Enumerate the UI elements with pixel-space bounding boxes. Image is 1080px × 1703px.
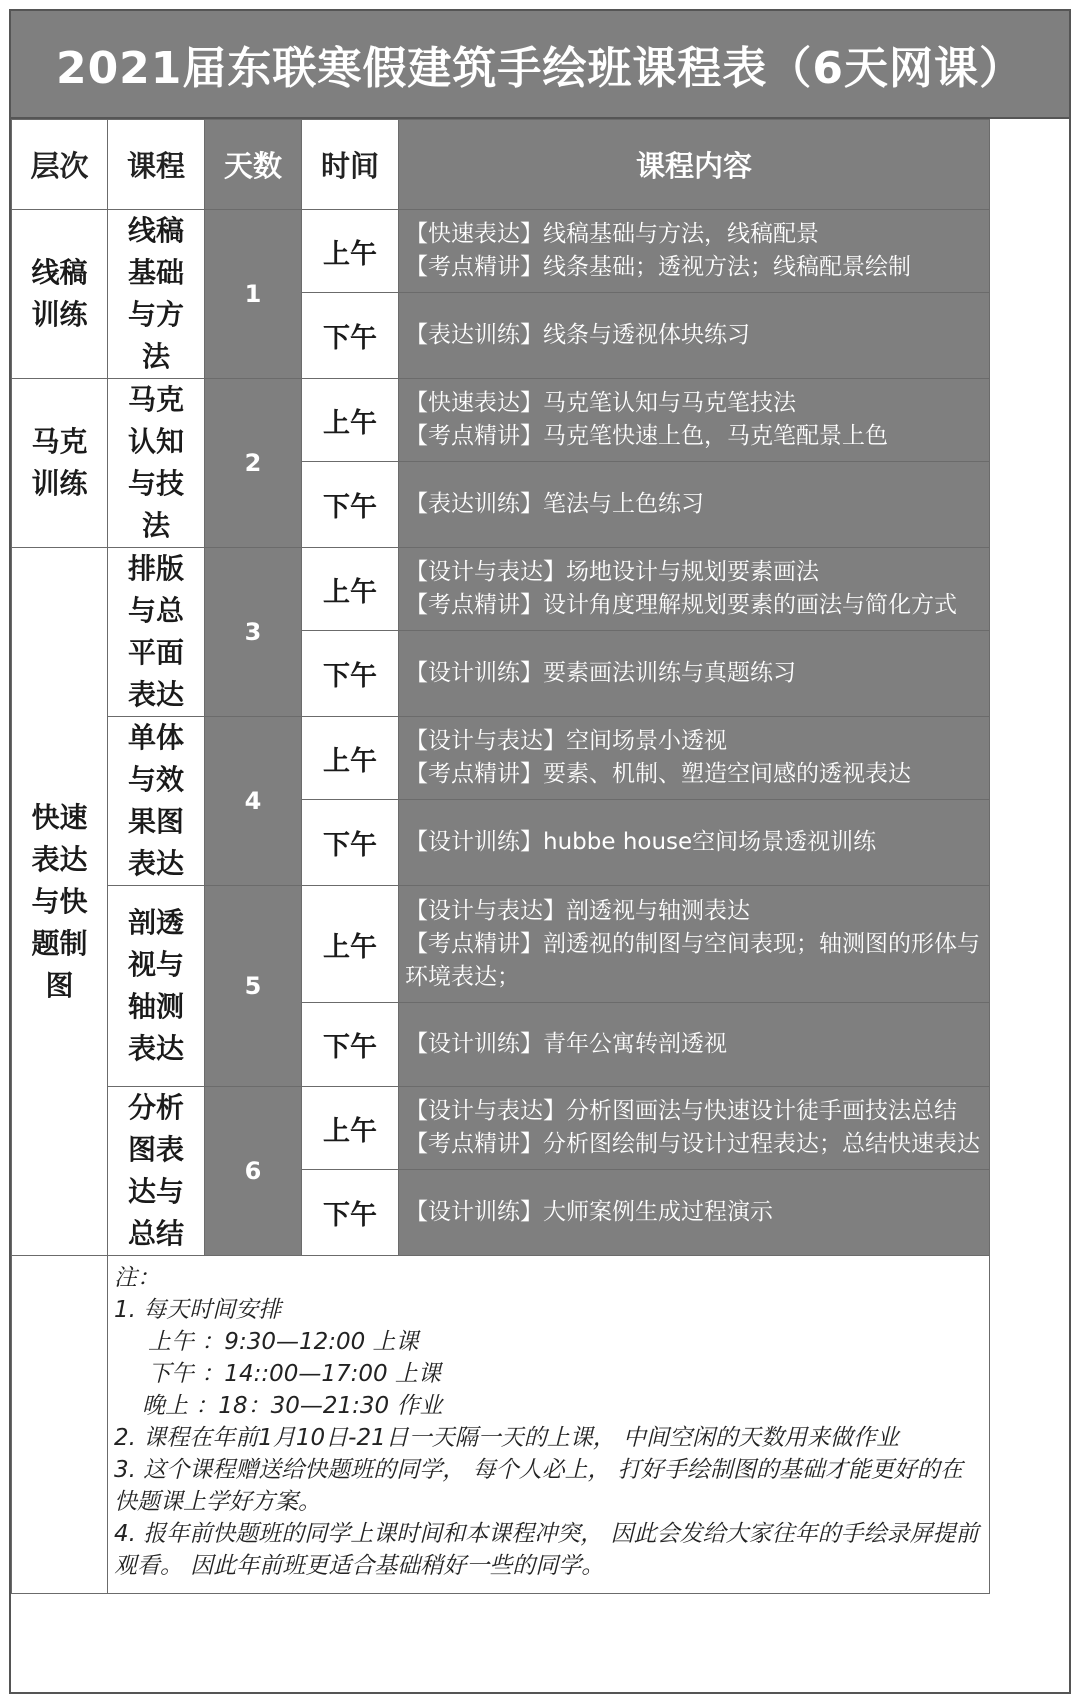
day-cell: 3 <box>205 548 302 717</box>
content-cell <box>399 293 990 379</box>
time-pm-cell: 下午 <box>302 631 399 717</box>
time-pm-cell: 下午 <box>302 462 399 548</box>
day-cell: 1 <box>205 210 302 379</box>
note-time-am: 上午 ：9:30—12:00 上课 <box>148 1329 419 1355</box>
content-cell <box>399 379 990 462</box>
table-row <box>12 717 990 800</box>
content-line: 【快速表达】马克笔认知与马克笔技法 <box>405 390 796 417</box>
content-line: 【设计训练】要素画法训练与真题练习 <box>405 660 796 687</box>
content-cell <box>399 548 990 631</box>
table-row <box>12 379 990 462</box>
content-line: 【设计训练】青年公寓转剖透视 <box>405 1031 727 1057</box>
notes-label: 注： <box>114 1265 160 1291</box>
content-cell <box>399 462 990 548</box>
time-am-cell: 上午 <box>302 379 399 462</box>
course-cell: 线稿基础与方法 <box>108 210 205 379</box>
level-cell: 线稿训练 <box>12 210 108 379</box>
content-cell <box>399 1003 990 1087</box>
schedule-title: 2021届东联寒假建筑手绘班课程表（6天网课） <box>11 11 1069 119</box>
content-line: 【设计训练】hubbe house空间场景透视训练 <box>405 829 877 856</box>
time-am-cell: 上午 <box>302 886 399 1003</box>
notes-cell <box>108 1256 990 1594</box>
time-pm-cell: 下午 <box>302 1003 399 1087</box>
content-line: 【设计训练】大师案例生成过程演示 <box>405 1199 773 1226</box>
content-line: 【快速表达】线稿基础与方法，线稿配景 <box>405 221 819 248</box>
content-line: 【表达训练】线条与透视体块练习 <box>405 322 750 349</box>
notes-blank-cell <box>12 1256 108 1594</box>
day-cell: 5 <box>205 886 302 1087</box>
header-content: 课程内容 <box>399 120 990 210</box>
course-cell: 剖透视与轴测表达 <box>108 886 205 1087</box>
notes-row <box>12 1256 990 1594</box>
header-row <box>12 120 990 210</box>
header-time: 时间 <box>302 120 399 210</box>
course-cell: 单体与效果图表达 <box>108 717 205 886</box>
day-cell: 2 <box>205 379 302 548</box>
content-cell <box>399 800 990 886</box>
content-line: 【考点精讲】要素、机制、塑造空间感的透视表达 <box>405 761 911 788</box>
time-pm-cell: 下午 <box>302 800 399 886</box>
content-line: 【考点精讲】线条基础；透视方法；线稿配景绘制 <box>405 254 911 281</box>
content-line: 【设计与表达】剖透视与轴测表达 <box>405 897 750 924</box>
content-cell <box>399 210 990 293</box>
time-am-cell: 上午 <box>302 717 399 800</box>
note-time-evening: 晚上 ：18：30—21:30 作业 <box>142 1393 443 1419</box>
header-days: 天数 <box>205 120 302 210</box>
content-cell <box>399 1087 990 1170</box>
content-line: 【设计与表达】分析图画法与快速设计徒手画技法总结 <box>405 1098 957 1125</box>
table-row <box>12 1087 990 1170</box>
table-row <box>12 886 990 1003</box>
content-line: 【设计与表达】空间场景小透视 <box>405 728 727 755</box>
header-course: 课程 <box>108 120 205 210</box>
day-cell: 6 <box>205 1087 302 1256</box>
course-cell: 马克认知与技法 <box>108 379 205 548</box>
schedule-sheet <box>9 9 1071 1694</box>
schedule-table <box>11 119 990 1594</box>
content-cell <box>399 717 990 800</box>
time-pm-cell: 下午 <box>302 293 399 379</box>
note-item-3: 3. 这个课程赠送给快题班的同学， 每个人必上， 打好手绘制图的基础才能更好的在快题课上学好方案。 <box>114 1457 963 1515</box>
note-item-1: 1. 每天时间安排 <box>114 1297 282 1323</box>
time-am-cell: 上午 <box>302 210 399 293</box>
content-line: 【考点精讲】剖透视的制图与空间表现；轴测图的形体与环境表达； <box>405 930 980 990</box>
table-row <box>12 548 990 631</box>
content-line: 【考点精讲】分析图绘制与设计过程表达；总结快速表达 <box>405 1131 980 1158</box>
course-cell: 分析图表达与总结 <box>108 1087 205 1256</box>
level-cell: 快速表达与快题制图 <box>12 548 108 1256</box>
header-level: 层次 <box>12 120 108 210</box>
note-time-pm: 下午 ：14::00—17:00 上课 <box>148 1361 441 1387</box>
content-line: 【考点精讲】马克笔快速上色，马克笔配景上色 <box>405 423 888 450</box>
content-line: 【考点精讲】设计角度理解规划要素的画法与简化方式 <box>405 592 957 619</box>
level-cell: 马克训练 <box>12 379 108 548</box>
time-am-cell: 上午 <box>302 548 399 631</box>
table-row <box>12 210 990 293</box>
note-item-2: 2. 课程在年前1月10日-21日一天隔一天的上课， 中间空闲的天数用来做作业 <box>114 1425 900 1451</box>
content-cell <box>399 1170 990 1256</box>
time-pm-cell: 下午 <box>302 1170 399 1256</box>
note-item-4: 4. 报年前快题班的同学上课时间和本课程冲突， 因此会发给大家往年的手绘录屏提前观看。 因此年前班更适合基础稍好一些的同学。 <box>114 1521 979 1579</box>
course-cell: 排版与总平面表达 <box>108 548 205 717</box>
time-am-cell: 上午 <box>302 1087 399 1170</box>
content-cell <box>399 631 990 717</box>
content-line: 【表达训练】笔法与上色练习 <box>405 491 704 518</box>
day-cell: 4 <box>205 717 302 886</box>
content-cell <box>399 886 990 1003</box>
content-line: 【设计与表达】场地设计与规划要素画法 <box>405 559 819 586</box>
